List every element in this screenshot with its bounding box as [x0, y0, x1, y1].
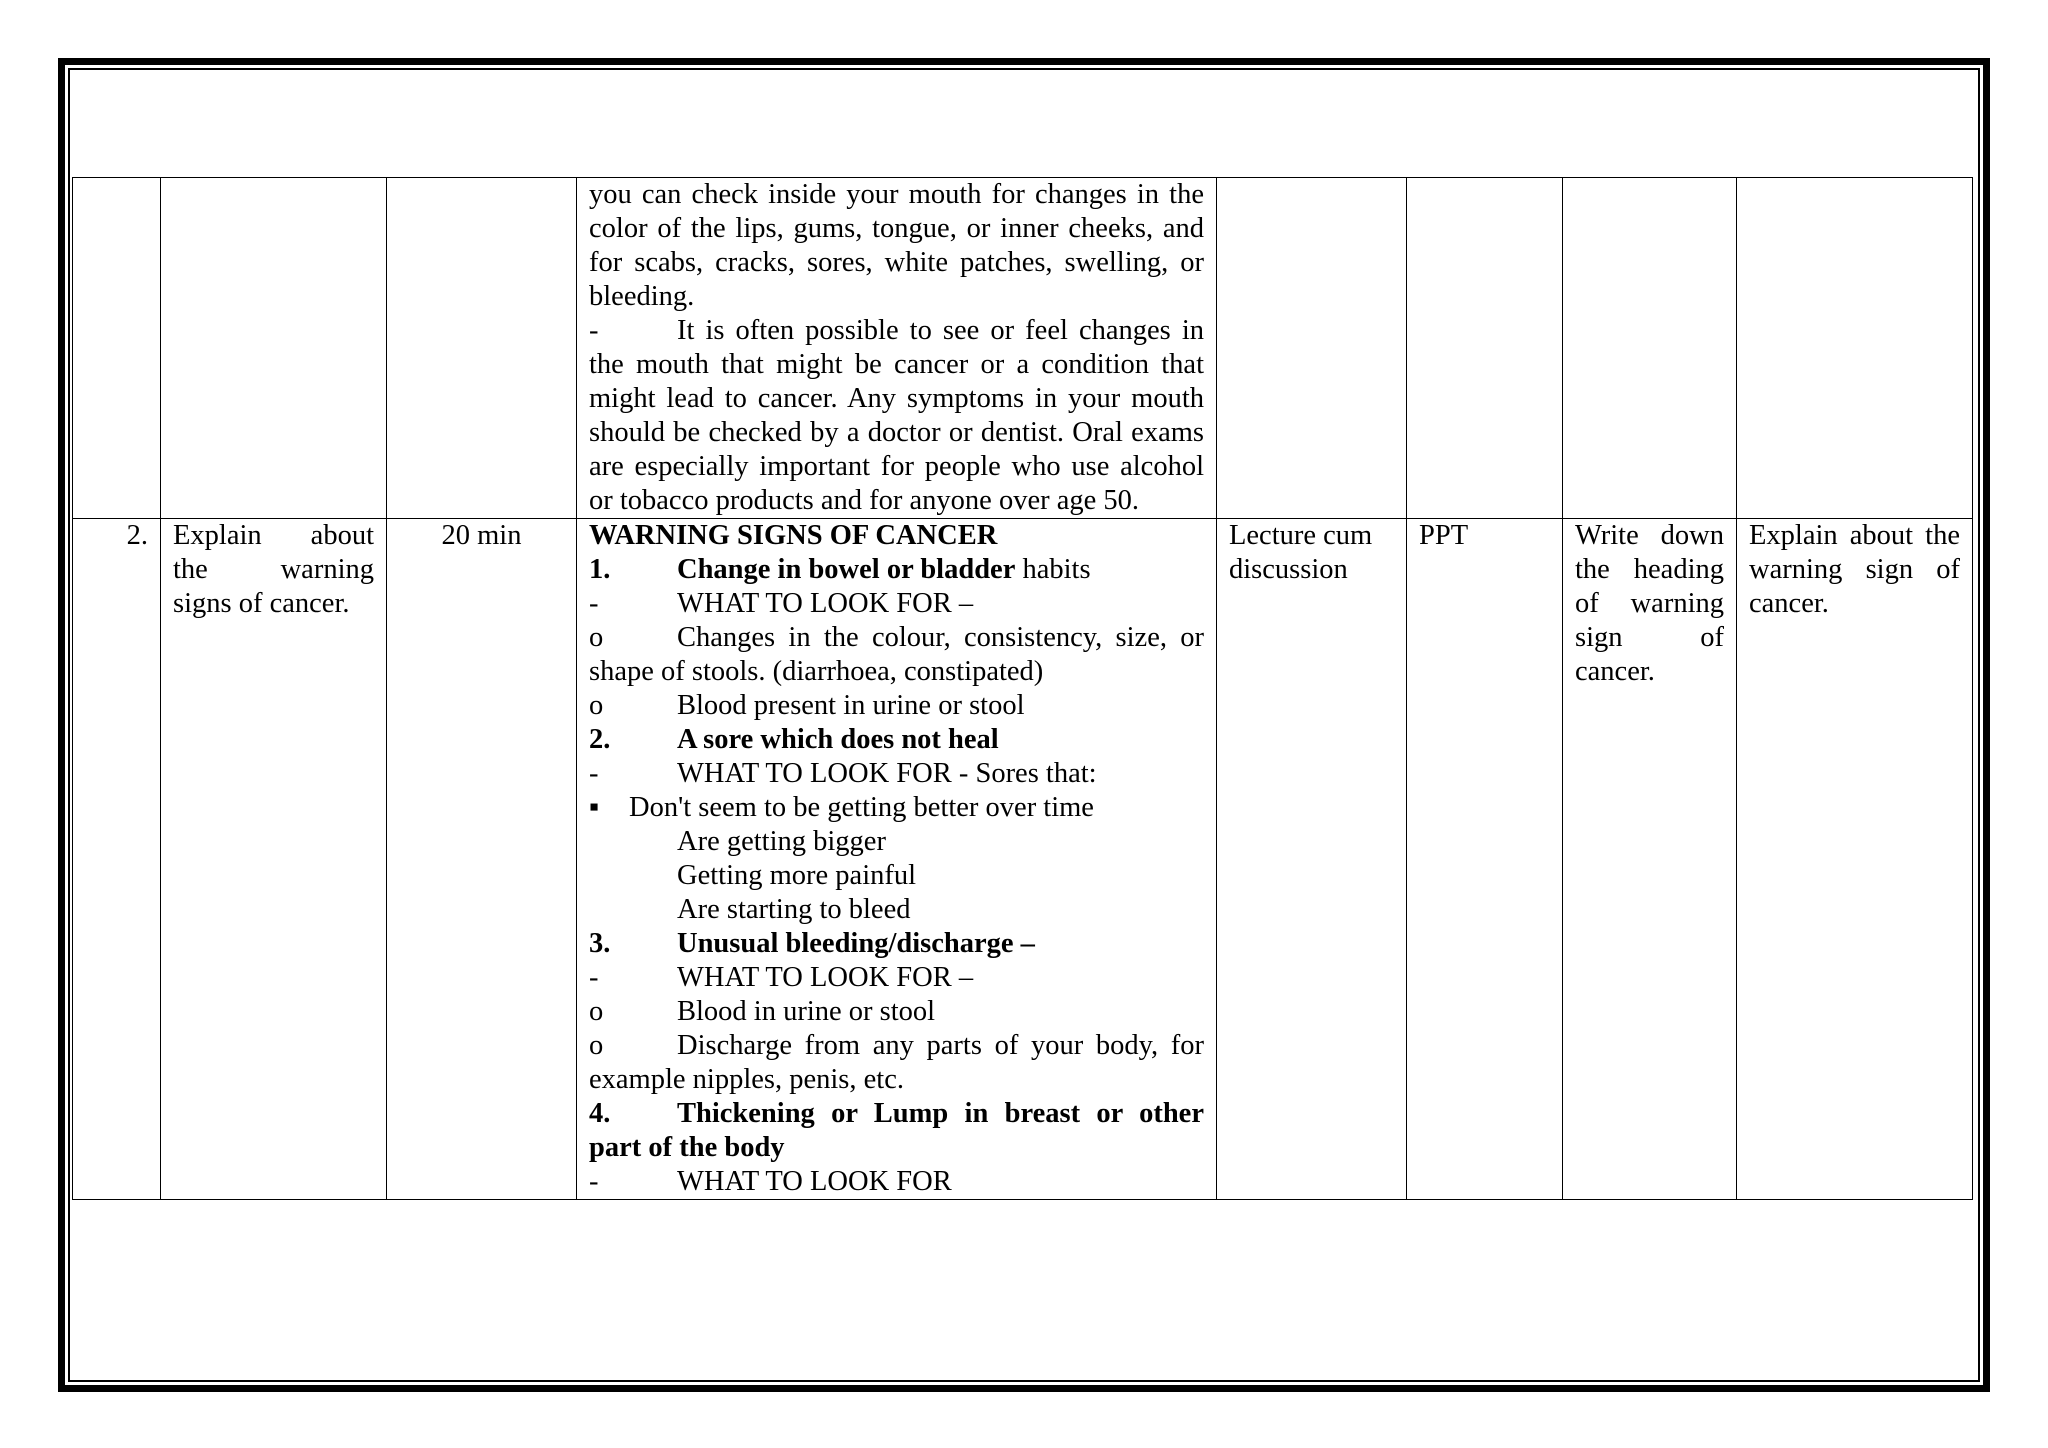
list-item: o Changes in the colour, consistency, size, or [589, 622, 1204, 653]
av-aid-value: PPT [1419, 520, 1469, 551]
content-line: the mouth that might be cancer or a condition that [589, 349, 1204, 380]
section-title: 1. Change in bowel or bladder habits [589, 554, 1091, 585]
learner-line: Write down [1575, 520, 1724, 551]
av-aid-cell [1407, 178, 1563, 519]
section-title-cont: part of the body [589, 1132, 785, 1163]
look-for-line: - WHAT TO LOOK FOR [589, 1166, 952, 1197]
time-value: 20 min [441, 520, 522, 551]
objective-line: signs of cancer. [173, 588, 350, 619]
evaluation-line: warning sign of [1749, 554, 1960, 585]
look-for-line: - WHAT TO LOOK FOR – [589, 588, 974, 619]
method-cell [1217, 178, 1407, 519]
learner-line: sign of [1575, 622, 1724, 653]
content-cell [577, 178, 1217, 519]
evaluation-line: cancer. [1749, 588, 1829, 619]
list-item-cont: shape of stools. (diarrhoea, constipated) [589, 656, 1044, 687]
content-line: should be checked by a doctor or dentist. Oral exams [589, 417, 1204, 448]
content-cell [577, 519, 1217, 1200]
content-line: color of the lips, gums, tongue, or inner cheeks, and [589, 213, 1204, 244]
list-item: o Blood present in urine or stool [589, 690, 1025, 721]
objective-cell [161, 178, 387, 519]
time-cell [387, 178, 577, 519]
content-heading: WARNING SIGNS OF CANCER [589, 520, 998, 551]
section-title: 2. A sore which does not heal [589, 724, 999, 755]
learner-line: cancer. [1575, 656, 1655, 687]
list-item: ▪ Don't seem to be getting better over time [589, 792, 1094, 823]
look-for-line: - WHAT TO LOOK FOR – [589, 962, 974, 993]
method-line: discussion [1229, 554, 1348, 585]
av-aid-cell [1407, 519, 1563, 1200]
list-item: Getting more painful [677, 860, 917, 891]
list-item: o Blood in urine or stool [589, 996, 936, 1027]
time-cell [387, 519, 577, 1200]
objective-cell [161, 519, 387, 1200]
content-line: are especially important for people who use alcohol [589, 451, 1204, 482]
content-line: bleeding. [589, 281, 695, 312]
look-for-line: - WHAT TO LOOK FOR - Sores that: [589, 758, 1097, 789]
list-item: Are starting to bleed [677, 894, 911, 925]
content-line: you can check inside your mouth for changes in the [589, 179, 1204, 210]
method-cell [1217, 519, 1407, 1200]
learner-line: the heading [1575, 554, 1724, 585]
list-item: Are getting bigger [677, 826, 886, 857]
evaluation-line: Explain about the [1749, 520, 1960, 551]
content-bullet-line: - It is often possible to see or feel changes in [589, 315, 1204, 346]
dash-bullet: - [589, 315, 599, 346]
evaluation-cell [1737, 519, 1973, 1200]
table-row [73, 178, 1973, 519]
content-line: might lead to cancer. Any symptoms in your mouth [589, 383, 1204, 414]
list-item-cont: example nipples, penis, etc. [589, 1064, 904, 1095]
sno-cell [73, 519, 161, 1200]
evaluation-cell [1737, 178, 1973, 519]
section-title: 3. Unusual bleeding/discharge – [589, 928, 1035, 959]
objective-line: Explain about [173, 520, 374, 551]
square-bullet-icon: ▪ [589, 792, 600, 823]
table-row [73, 519, 1973, 1200]
lesson-plan-table [72, 177, 1973, 1200]
section-title: 4. Thickening or Lump in breast or other [589, 1098, 1204, 1129]
learner-line: of warning [1575, 588, 1724, 619]
sno-cell [73, 178, 161, 519]
content-line: for scabs, cracks, sores, white patches, swelling, or [589, 247, 1204, 278]
learner-activity-cell [1563, 519, 1737, 1200]
objective-line: the warning [173, 554, 374, 585]
content-line: or tobacco products and for anyone over age 50. [589, 485, 1140, 516]
serial-number: 2. [126, 520, 148, 551]
list-item: o Discharge from any parts of your body, for [589, 1030, 1204, 1061]
learner-activity-cell [1563, 178, 1737, 519]
method-line: Lecture cum [1229, 520, 1373, 551]
